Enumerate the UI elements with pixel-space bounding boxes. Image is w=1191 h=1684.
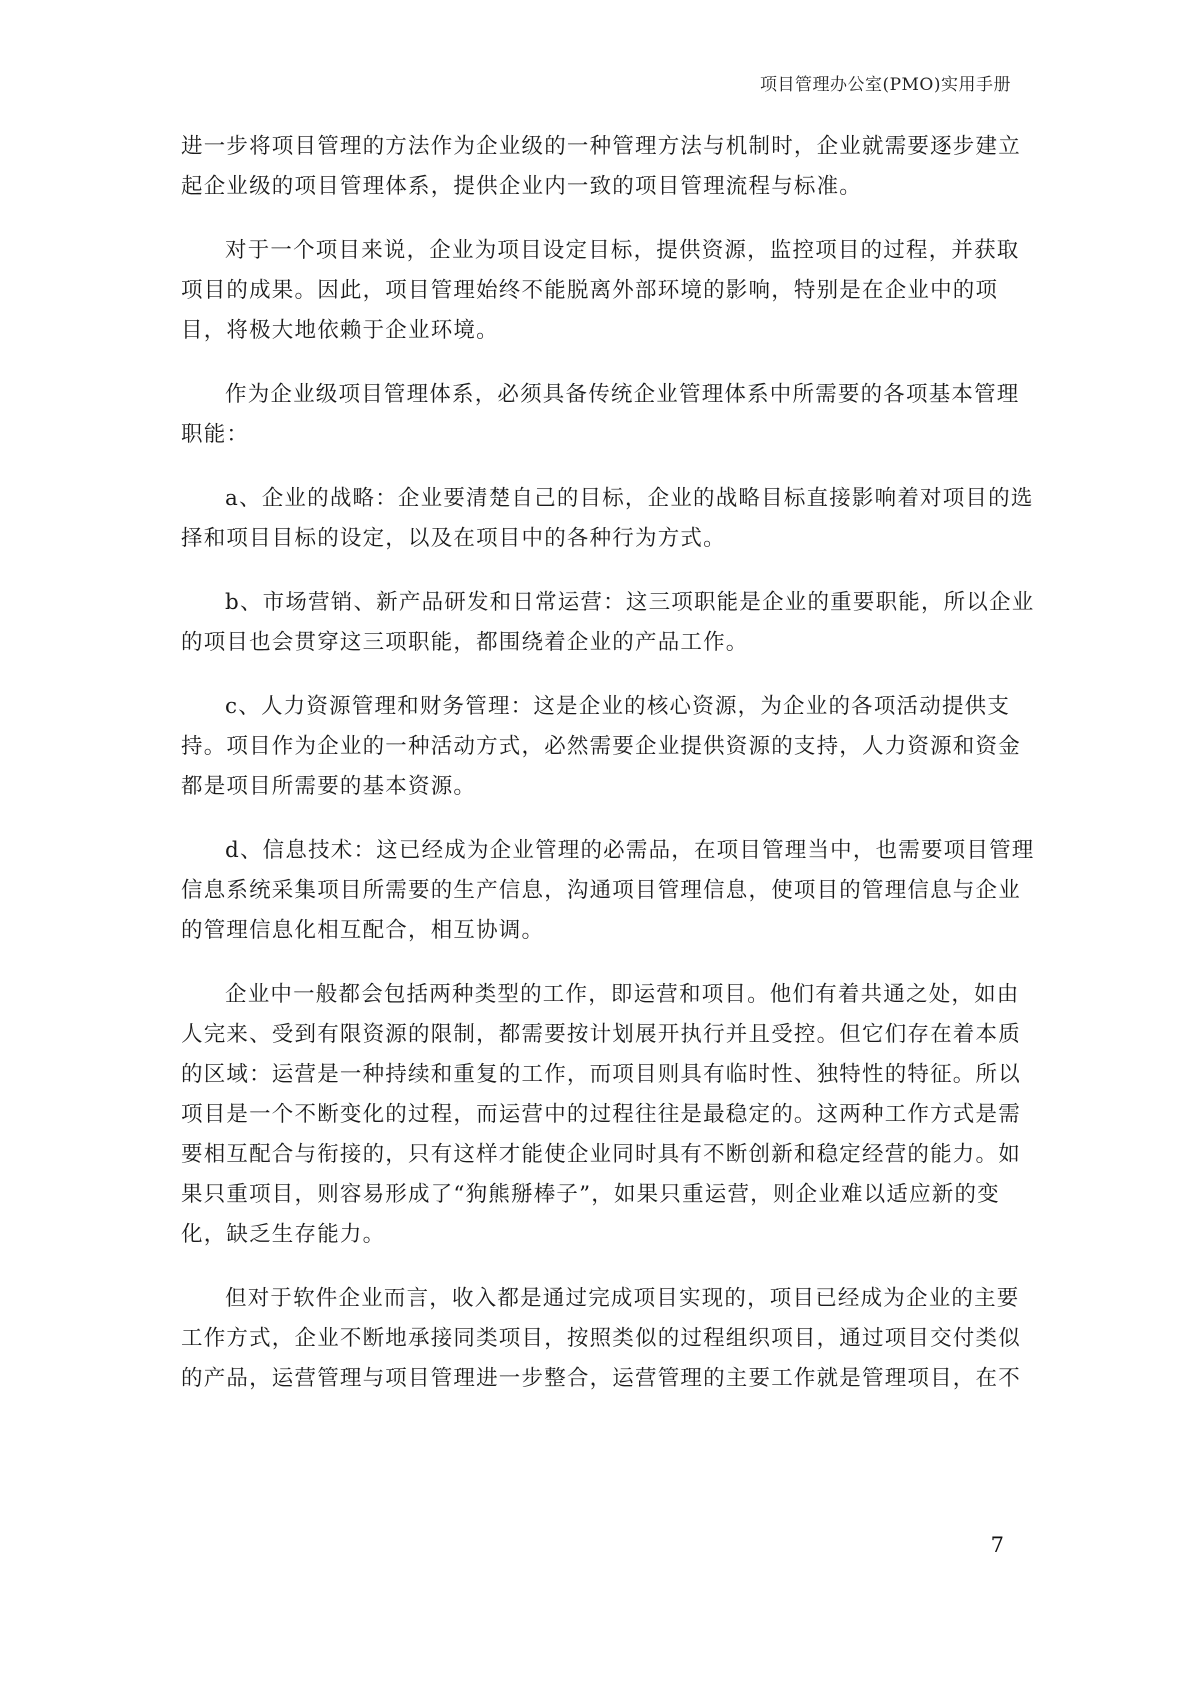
list-item-c — [181, 687, 1021, 807]
text-line: 目，将极大地依赖于企业环境。 — [181, 318, 499, 343]
paragraph — [181, 975, 1021, 1255]
text-line: 持。项目作为企业的一种活动方式，必然需要企业提供资源的支持，人力资源和资金 — [181, 734, 1021, 759]
text-line: 对于一个项目来说，企业为项目设定目标，提供资源，监控项目的过程，并获取 — [225, 238, 1020, 263]
paragraph — [181, 231, 1020, 351]
text-line: a、企业的战略：企业要清楚自己的目标，企业的战略目标直接影响着对项目的选 — [225, 486, 1034, 511]
running-header: 项目管理办公室(PMO)实用手册 — [759, 75, 1011, 95]
text-line: 的产品，运营管理与项目管理进一步整合，运营管理的主要工作就是管理项目，在不 — [181, 1366, 1021, 1391]
text-line: 项目是一个不断变化的过程，而运营中的过程往往是最稳定的。这两种工作方式是需 — [181, 1102, 1021, 1127]
text-line: 要相互配合与衔接的，只有这样才能使企业同时具有不断创新和稳定经营的能力。如 — [181, 1142, 1021, 1167]
text-line: 项目的成果。因此，项目管理始终不能脱离外部环境的影响，特别是在企业中的项 — [181, 278, 999, 303]
list-item-d — [181, 831, 1035, 951]
text-line: 都是项目所需要的基本资源。 — [181, 774, 477, 799]
text-line: 人完来、受到有限资源的限制，都需要按计划展开执行并且受控。但它们存在着本质 — [181, 1022, 1021, 1047]
text-line: 但对于软件企业而言，收入都是通过完成项目实现的，项目已经成为企业的主要 — [225, 1286, 1020, 1311]
text-line: 化，缺乏生存能力。 — [181, 1222, 386, 1247]
text-line: 的管理信息化相互配合，相互协调。 — [181, 918, 545, 943]
text-line: 的项目也会贯穿这三项职能，都围绕着企业的产品工作。 — [181, 630, 749, 655]
text-line: 的区域：运营是一种持续和重复的工作，而项目则具有临时性、独特性的特征。所以 — [181, 1062, 1021, 1087]
text-line: 工作方式，企业不断地承接同类项目，按照类似的过程组织项目，通过项目交付类似 — [181, 1326, 1021, 1351]
text-line: 择和项目目标的设定，以及在项目中的各种行为方式。 — [181, 526, 726, 551]
text-line: b、市场营销、新产品研发和日常运营：这三项职能是企业的重要职能，所以企业 — [225, 590, 1035, 615]
text-line: d、信息技术：这已经成为企业管理的必需品，在项目管理当中，也需要项目管理 — [225, 838, 1035, 863]
page-number: 7 — [990, 1533, 1004, 1557]
paragraph — [181, 1279, 1021, 1399]
text-line: 果只重项目，则容易形成了“狗熊掰棒子”，如果只重运营，则企业难以适应新的变 — [181, 1182, 1000, 1207]
text-line: c、人力资源管理和财务管理：这是企业的核心资源，为企业的各项活动提供支 — [225, 694, 1011, 719]
text-line: 起企业级的项目管理体系，提供企业内一致的项目管理流程与标准。 — [181, 174, 863, 199]
paragraph — [181, 127, 1021, 207]
text-line: 进一步将项目管理的方法作为企业级的一种管理方法与机制时，企业就需要逐步建立 — [181, 134, 1021, 159]
document-body — [181, 127, 1035, 1423]
text-line: 企业中一般都会包括两种类型的工作，即运营和项目。他们有着共通之处，如由 — [225, 982, 1020, 1007]
text-line: 职能： — [181, 422, 250, 447]
list-item-a — [181, 479, 1034, 559]
text-line: 信息系统采集项目所需要的生产信息，沟通项目管理信息，使项目的管理信息与企业 — [181, 878, 1021, 903]
list-item-b — [181, 583, 1035, 663]
paragraph — [181, 375, 1020, 455]
text-line: 作为企业级项目管理体系，必须具备传统企业管理体系中所需要的各项基本管理 — [225, 382, 1020, 407]
